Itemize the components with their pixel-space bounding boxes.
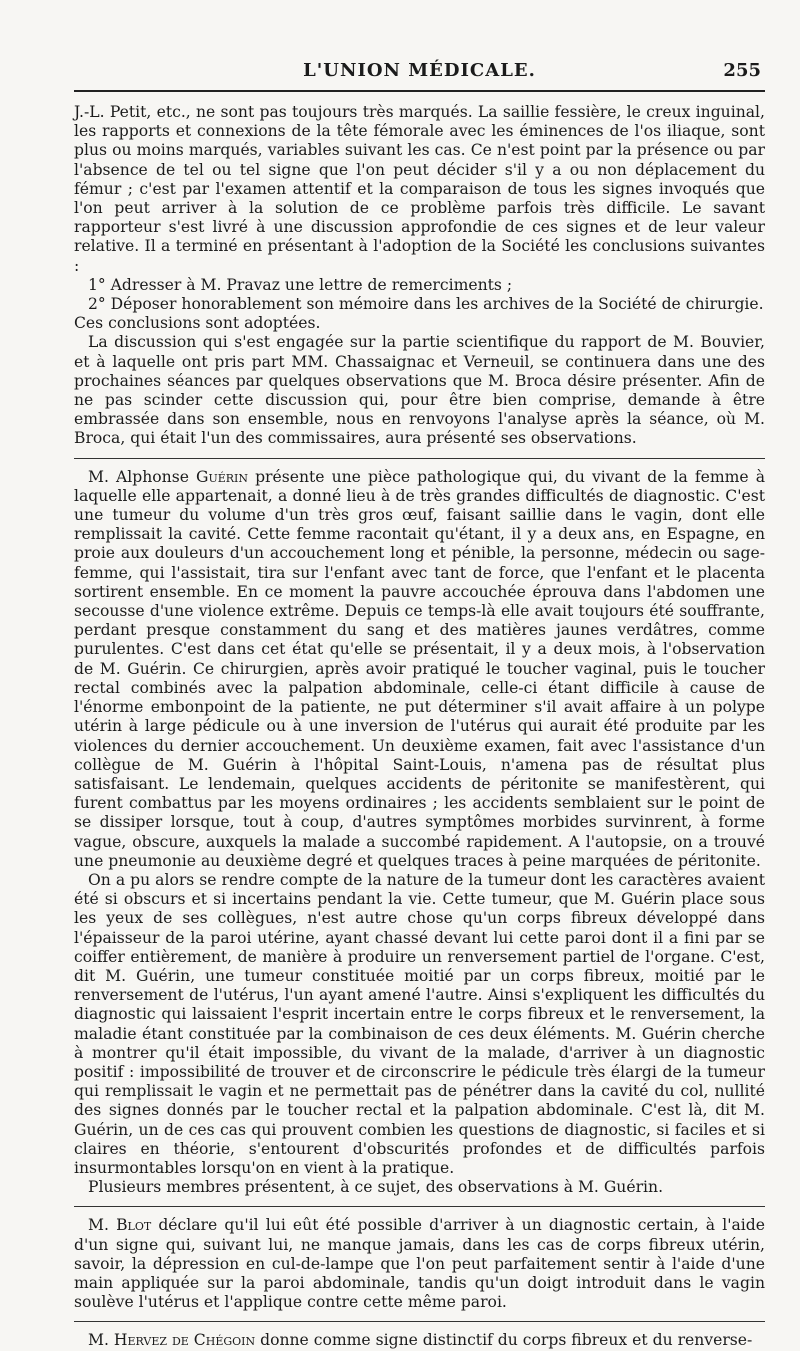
journal-title: L'UNION MÉDICALE. <box>303 60 536 81</box>
text-run: présente une pièce pathologique qui, du vivant de la femme à laquelle elle appartenait, a donné lieu à de très grandes difficultés de diagnostic. C'est une tumeur du volume d'un très gros œuf, faisant saillie dans le vagin, dont elle remplissait la cavité. Cette femme racontait qu'étant, il y a deux ans, en Espagne, en proie aux douleurs d'un accouchement long et pénible, la personne, médecin ou sage-femme, qui l'assistait, tira sur l'enfant avec tant de force, que l'enfant et le placenta sortirent ensemble. En ce moment la pauvre accouchée éprouva dans l'abdomen une secousse d'une violence extrême. Depuis ce temps-là elle avait toujours été souffrante, perdant presque constamment du sang et des matières jaunes verdâtres, comme purulentes. C'est dans cet état qu'elle se présentait, il y a deux mois, à l'observation de M. Guérin. Ce chirurgien, après avoir pratiqué le toucher vaginal, puis le toucher rectal combinés avec la palpation abdominale, celle-ci étant difficile à cause de l'énorme embonpoint de la patiente, ne put déterminer s'il avait affaire à un polype utérin à large pédicule ou à une inversion de l'utérus qui aurait été produite par les violences du dernier accouchement. Un deuxième examen, fait avec l'assistance d'un collègue de M. Guérin à l'hôpital Saint-Louis, n'amena pas de résultat plus satisfaisant. Le lendemain, quelques accidents de péritonite se manifestèrent, qui furent combattus par les moyens ordinaires ; les accidents semblaient sur le point de se dissiper lorsque, tout à coup, d'autres symptômes morbides survinrent, à forme vague, obscure, auxquels la malade a succombé rapidement. A l'autopsie, on a trouvé une pneumonie au deuxième degré et quelques traces à peine marquées de péritonite. <box>74 467 765 870</box>
surname: Hervez de Chégoin <box>113 1331 256 1350</box>
paragraph: Plusieurs membres présentent, à ce sujet, des observations à M. Guérin. <box>88 1178 664 1197</box>
text-run: M. Alphonse <box>88 467 196 486</box>
text-run: M. <box>88 1216 117 1235</box>
text-run: M. <box>88 1331 114 1350</box>
paragraph: Ces conclusions sont adoptées. <box>74 314 321 333</box>
conclusion-item-1: 1° Adresser à M. Pravaz une lettre de remerciments ; <box>88 275 513 294</box>
page-number: 255 <box>723 60 761 81</box>
surname: Blot <box>116 1216 152 1235</box>
paragraph <box>74 1331 765 1350</box>
paragraph: J.-L. Petit, etc., ne sont pas toujours très marqués. La saillie fessière, le creux inguinal, les rapports et connexions de la tête fémorale avec les éminences de l'os iliaque, sont plus ou moins marqués, variables suivant les cas. Ce n'est point par la présence ou par l'absence de tel ou tel signe que l'on peut décider s'il y a ou non déplacement du fémur ; c'est par l'examen attentif et la comparaison de tous les signes invoqués que l'on peut arriver à la solution de ce problème parfois très difficile. Le savant rapporteur s'est livré à une discussion approfondie de ces signes et de leur valeur relative. Il a terminé en présentant à l'adoption de la Société les conclusions suivantes : <box>74 103 765 275</box>
section-divider <box>74 458 765 459</box>
paragraph: La discussion qui s'est engagée sur la partie scientifique du rapport de M. Bouvier, et à laquelle ont pris part MM. Chassaignac et Verneuil, se continuera dans une des prochaines séances par quelques observations que M. Broca désire présenter. Afin de ne pas scinder cette discussion qui, pour être bien comprise, demande à être embrassée dans son ensemble, nous en renvoyons l'analyse après la séance, où M. Broca, qui était l'un des commissaires, aura présenté ses observations. <box>74 333 765 448</box>
conclusion-item-2: 2° Déposer honorablement son mémoire dans les archives de la Société de chirurgie. <box>88 295 764 314</box>
section-divider <box>74 1206 765 1207</box>
text-run: déclare qu'il lui eût été possible d'arriver à un diagnostic certain, à l'aide d'un signe qui, suivant lui, ne manque jamais, dans les cas de corps fibreux utérin, savoir, la dépression en cul-de-lampe que l'on peut parfaitement sentir à l'aide d'une main appliquée sur la paroi abdominale, tandis qu'un doigt introduit dans le vagin soulève l'utérus et l'applique contre cette même paroi. <box>74 1216 765 1312</box>
running-header <box>74 52 765 92</box>
paragraph <box>74 468 765 871</box>
paragraph <box>74 1216 765 1312</box>
section-divider <box>74 1321 765 1322</box>
text-run: donne comme signe distinctif du corps fibreux et du renverse- <box>255 1331 753 1350</box>
article-body <box>74 103 765 1351</box>
surname: Guérin <box>196 467 249 486</box>
paragraph: On a pu alors se rendre compte de la nature de la tumeur dont les caractères avaient été si obscurs et si incertains pendant la vie. Cette tumeur, que M. Guérin place sous les yeux de ses collègues, n'est autre chose qu'un corps fibreux développé dans l'épaisseur de la paroi utérine, ayant chassé devant lui cette paroi dont il a fini par se coiffer entièrement, de manière à produire un renversement partiel de l'organe. C'est, dit M. Guérin, une tumeur constituée moitié par un corps fibreux, moitié par le renversement de l'utérus, l'un ayant amené l'autre. Ainsi s'expliquent les difficultés du diagnostic qui laissaient l'esprit incertain entre le corps fibreux et le renversement, la maladie étant constituée par la combinaison de ces deux éléments. M. Guérin cherche à montrer qu'il était impossible, du vivant de la malade, d'arriver à un diagnostic positif : impossibilité de trouver et de circonscrire le pédicule très élargi de la tumeur qui remplissait le vagin et ne permettait pas de pénétrer dans la cavité du col, nullité des signes donnés par le toucher rectal et la palpation abdominale. C'est là, dit M. Guérin, un de ces cas qui prouvent combien les questions de diagnostic, si faciles et si claires en théorie, s'entourent d'obscurités profondes et de difficultés parfois insurmontables lorsqu'on en vient à la pratique. <box>74 870 765 1177</box>
